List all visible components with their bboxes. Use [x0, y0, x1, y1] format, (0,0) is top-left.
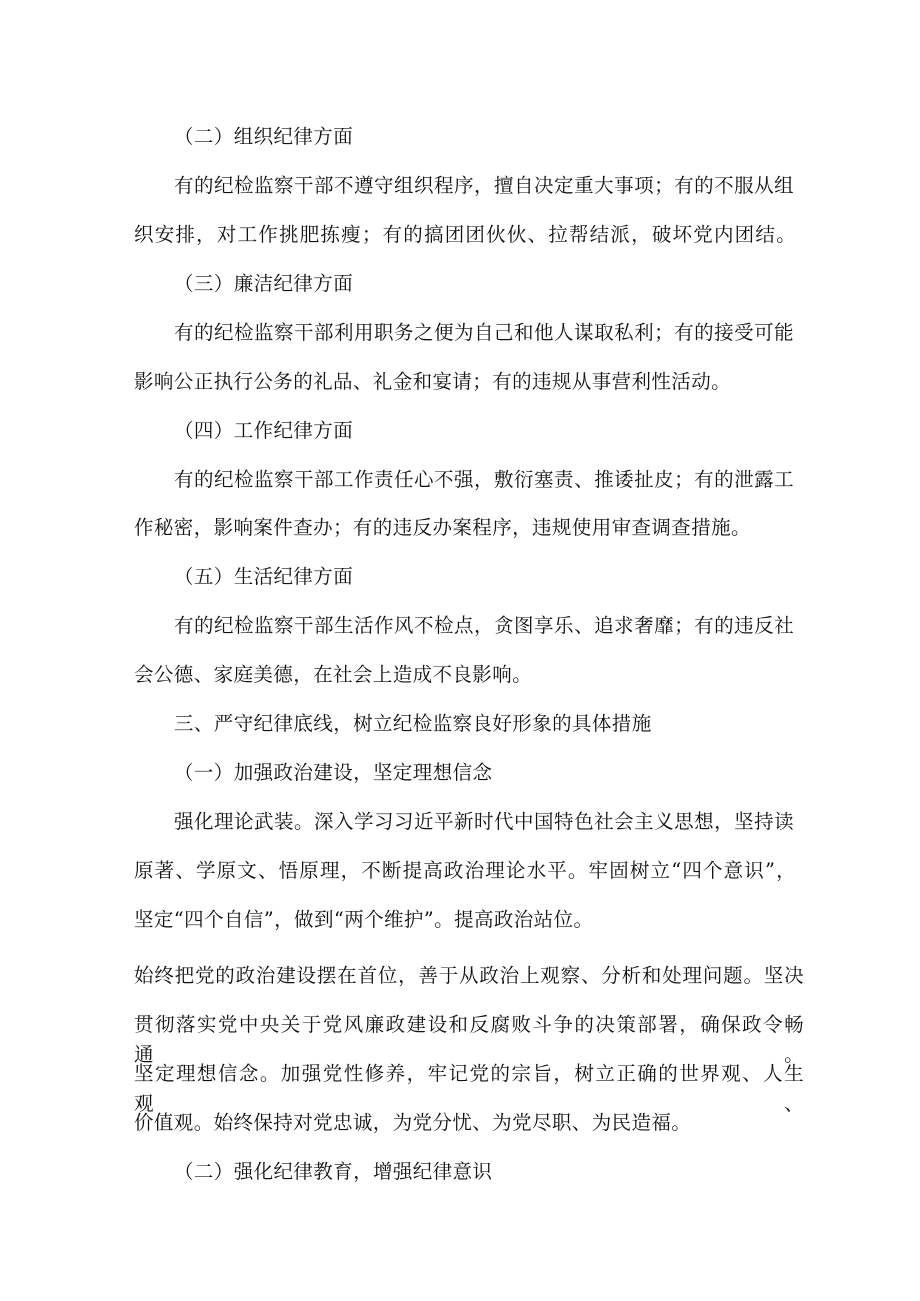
paragraph-line: 有的纪检监察干部生活作风不检点，贪图享乐、追求奢靡；有的违反社: [174, 614, 794, 637]
paragraph-line: 作秘密，影响案件查办；有的违反办案程序，违规使用审查调查措施。: [134, 516, 751, 539]
subheading-political-building: （一）加强政治建设，坚定理想信念: [174, 761, 493, 784]
paragraph-line: 坚定理想信念。加强党性修养，牢记党的宗旨，树立正确的世界观、人生观、: [134, 1062, 804, 1115]
paragraph-line: 有的纪检监察干部不遵守组织程序，擅自决定重大事项；有的不服从组: [174, 174, 794, 197]
paragraph-line: 有的纪检监察干部利用职务之便为自己和他人谋取私利；有的接受可能: [174, 321, 794, 344]
subheading-work-discipline: （四）工作纪律方面: [174, 419, 354, 442]
paragraph-line: 坚定“四个自信”，做到“两个维护”。提高政治站位。: [134, 908, 594, 931]
paragraph-line: 贯彻落实党中央关于党风廉政建设和反腐败斗争的决策部署，确保政令畅通。: [134, 1013, 804, 1066]
paragraph-line: 会公德、家庭美德，在社会上造成不良影响。: [134, 663, 533, 686]
subheading-life-discipline: （五）生活纪律方面: [174, 565, 354, 588]
paragraph-line: 价值观。始终保持对党忠诚，为党分忧、为党尽职、为民造福。: [134, 1111, 692, 1134]
section-heading-measures: 三、严守纪律底线，树立纪检监察良好形象的具体措施: [174, 712, 652, 735]
paragraph-line: 影响公正执行公务的礼品、礼金和宴请；有的违规从事营利性活动。: [134, 370, 732, 393]
subheading-discipline-education: （二）强化纪律教育，增强纪律意识: [174, 1160, 493, 1183]
paragraph-line: 有的纪检监察干部工作责任心不强，敷衍塞责、推诿扯皮；有的泄露工: [174, 468, 794, 491]
paragraph-line: 原著、学原文、悟原理，不断提高政治理论水平。牢固树立“四个意识”，: [134, 859, 796, 882]
paragraph-line: 强化理论武装。深入学习习近平新时代中国特色社会主义思想，坚持读: [174, 810, 794, 833]
paragraph-line: 始终把党的政治建设摆在首位，善于从政治上观察、分析和处理问题。坚决: [134, 964, 804, 987]
subheading-organizational-discipline: （二）组织纪律方面: [174, 125, 354, 148]
subheading-integrity-discipline: （三）廉洁纪律方面: [174, 272, 354, 295]
paragraph-line: 织安排，对工作挑肥拣瘦；有的搞团团伙伙、拉帮结派，破坏党内团结。: [134, 223, 796, 246]
